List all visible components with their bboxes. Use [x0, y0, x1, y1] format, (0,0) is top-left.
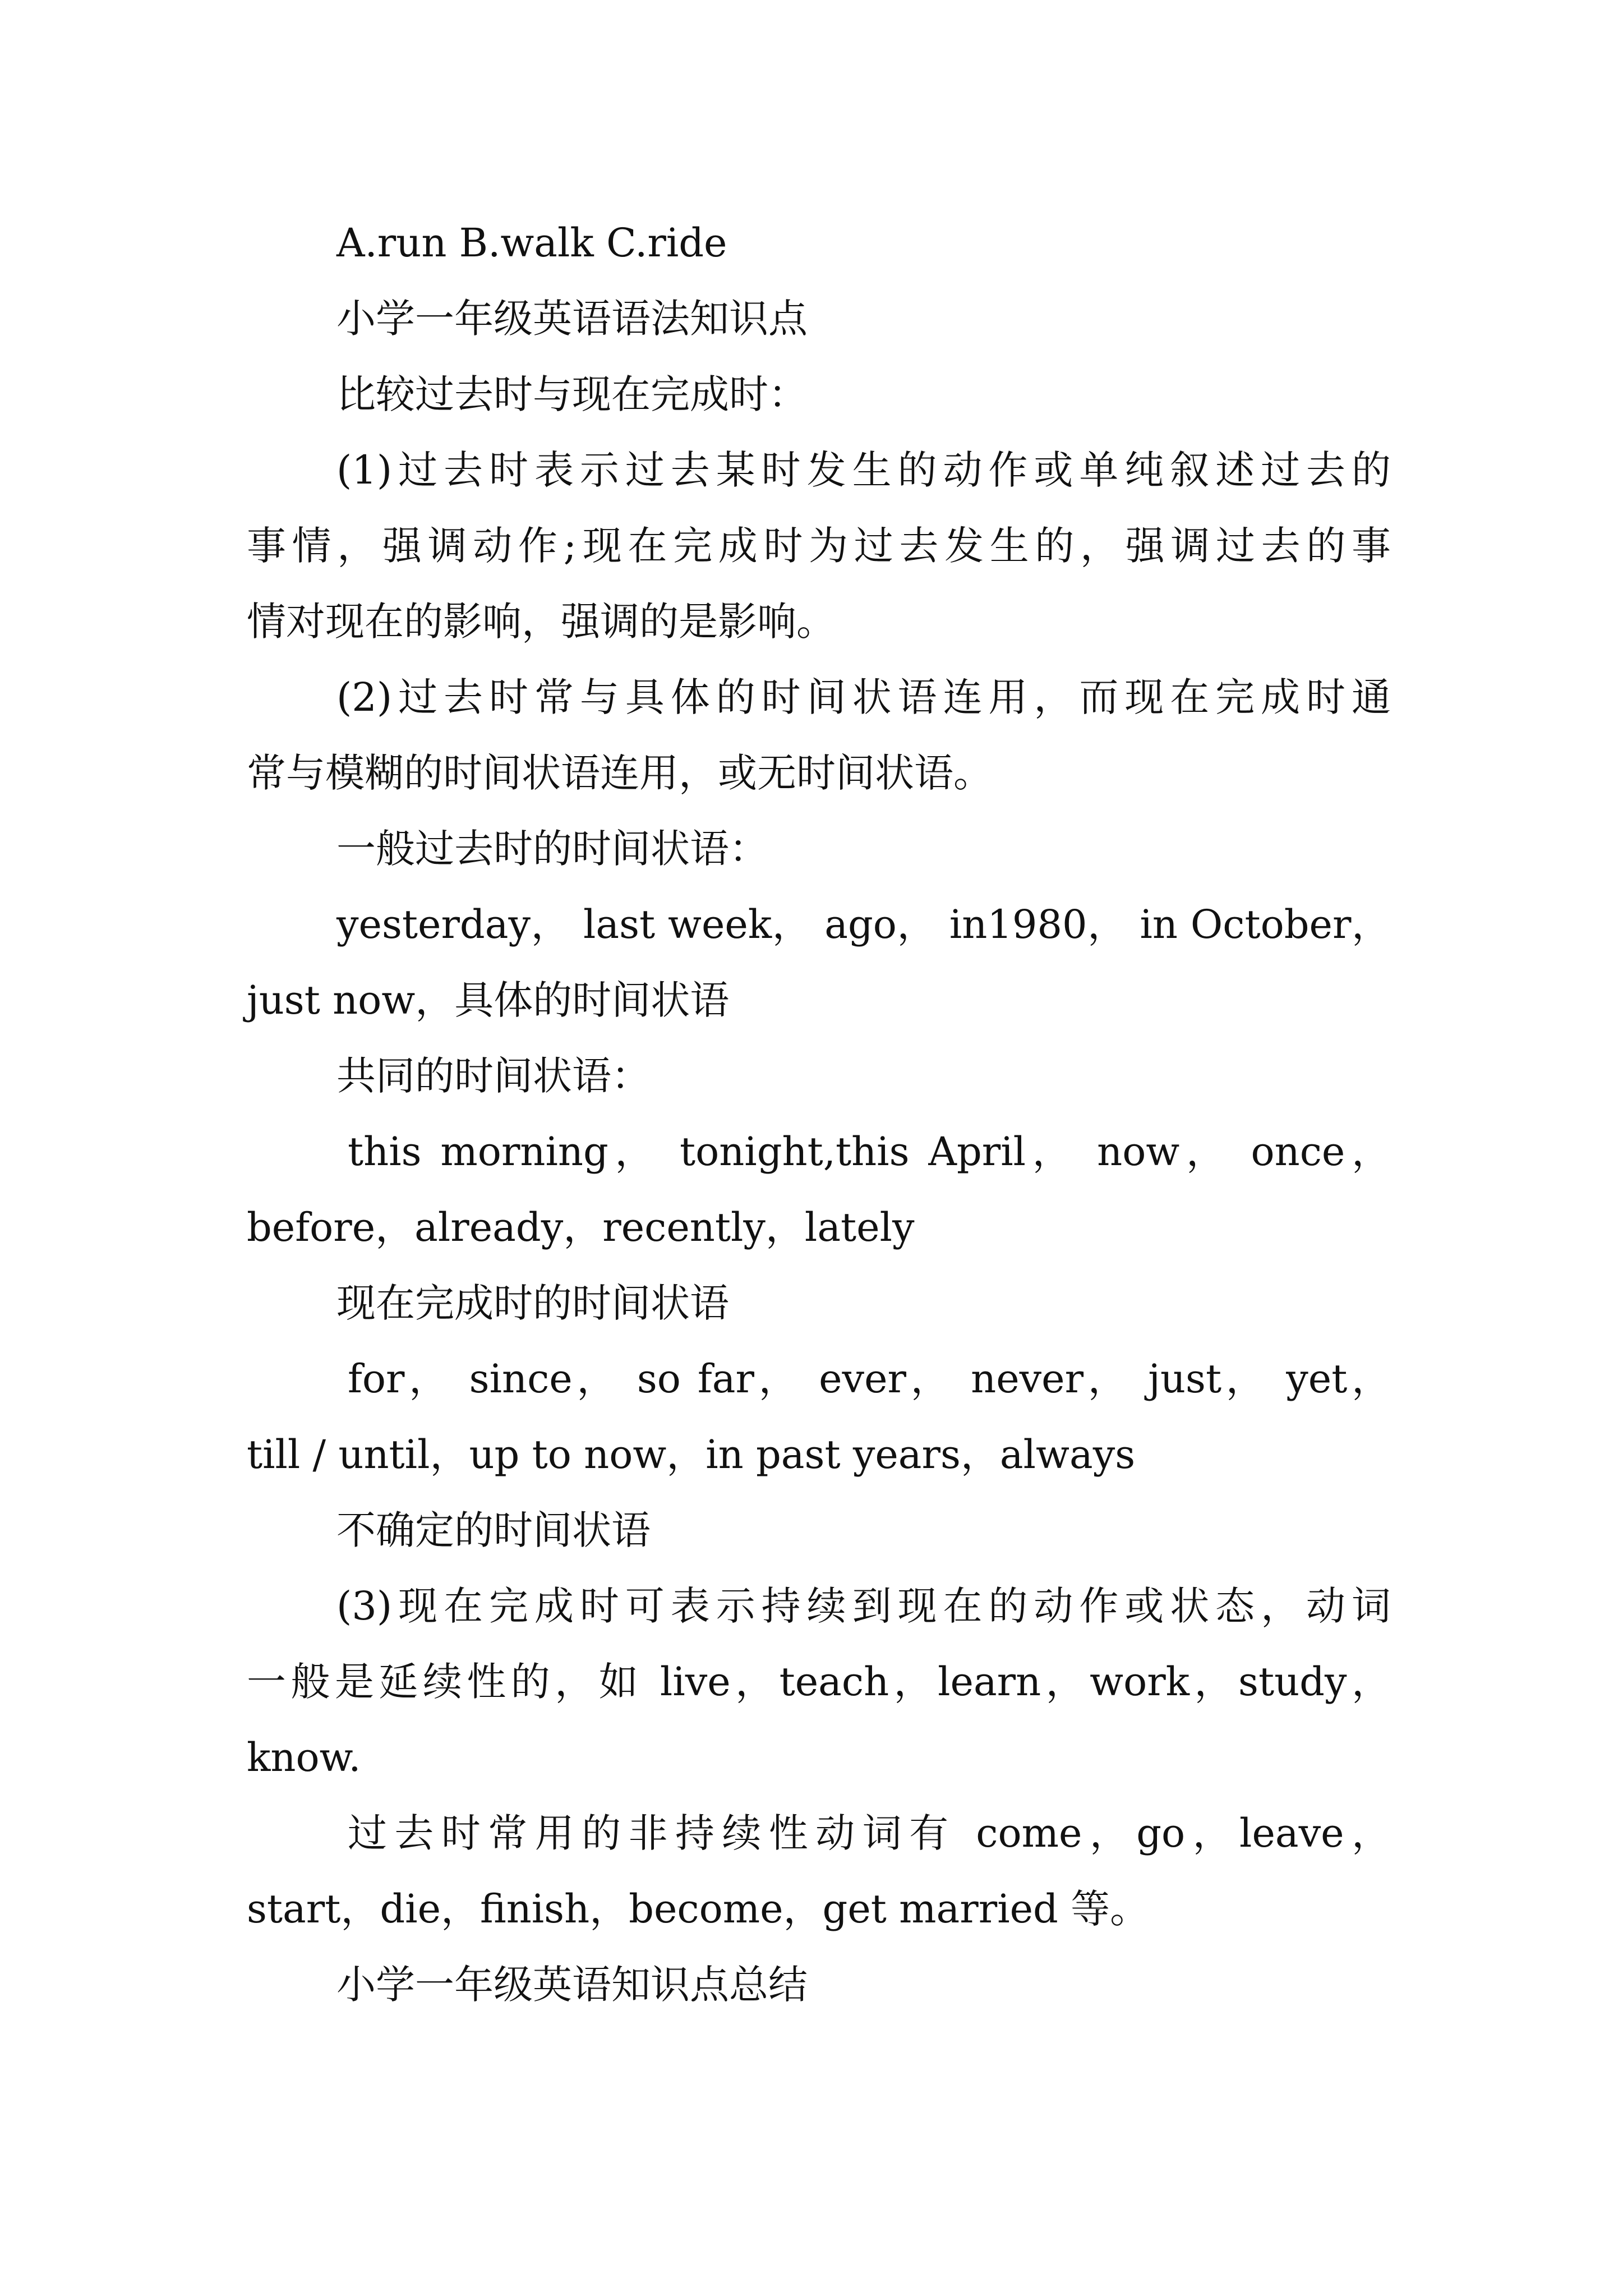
perfect-adverbials-line-1: for， since， so far， ever， never， just， yet，: [348, 1356, 1391, 1402]
nondurative-verbs-line-1: 过去时常用的非持续性动词有 come，go，leave，: [348, 1810, 1391, 1856]
paragraph-3-line-1: (3)现在完成时可表示持续到现在的动作或状态，动词: [336, 1583, 1391, 1629]
past-tense-adverbials-line-2: just now，具体的时间状语: [247, 977, 730, 1023]
common-adverbials-line-1: this morning， tonight,this April， now， once，: [348, 1129, 1391, 1175]
common-adverbials-line-2: before，already，recently，lately: [247, 1204, 915, 1250]
section-heading-summary: 小学一年级英语知识点总结: [336, 1962, 808, 2008]
paragraph-1-line-2: 事情，强调动作;现在完成时为过去发生的，强调过去的事: [247, 523, 1391, 569]
perfect-adverbials-heading: 现在完成时的时间状语: [336, 1280, 729, 1326]
common-adverbials-heading: 共同的时间状语：: [336, 1053, 651, 1099]
paragraph-2-line-2: 常与模糊的时间状语连用，或无时间状语。: [247, 750, 993, 796]
perfect-adverbials-line-2: till / until，up to now，in past years，always: [247, 1432, 1136, 1478]
past-tense-adverbials-heading: 一般过去时的时间状语：: [336, 826, 768, 872]
paragraph-3-line-3: know.: [247, 1734, 361, 1780]
paragraph-1-line-3: 情对现在的影响，强调的是影响。: [247, 599, 836, 645]
paragraph-2-line-1: (2)过去时常与具体的时间状语连用，而现在完成时通: [336, 674, 1391, 720]
paragraph-1-line-1: (1)过去时表示过去某时发生的动作或单纯叙述过去的: [336, 447, 1391, 493]
uncertain-adverbials-label: 不确定的时间状语: [336, 1507, 651, 1553]
past-tense-adverbials-line-1: yesterday， last week， ago， in1980， in October，: [336, 901, 1391, 947]
answer-options: A.run B.walk C.ride: [336, 220, 727, 266]
comparison-heading: 比较过去时与现在完成时：: [336, 371, 808, 417]
section-heading-grammar: 小学一年级英语语法知识点: [336, 296, 808, 342]
paragraph-3-line-2: 一般是延续性的，如 live，teach，learn，work，study，: [247, 1659, 1391, 1705]
nondurative-verbs-line-2: start，die，finish，become，get married 等。: [247, 1886, 1150, 1932]
